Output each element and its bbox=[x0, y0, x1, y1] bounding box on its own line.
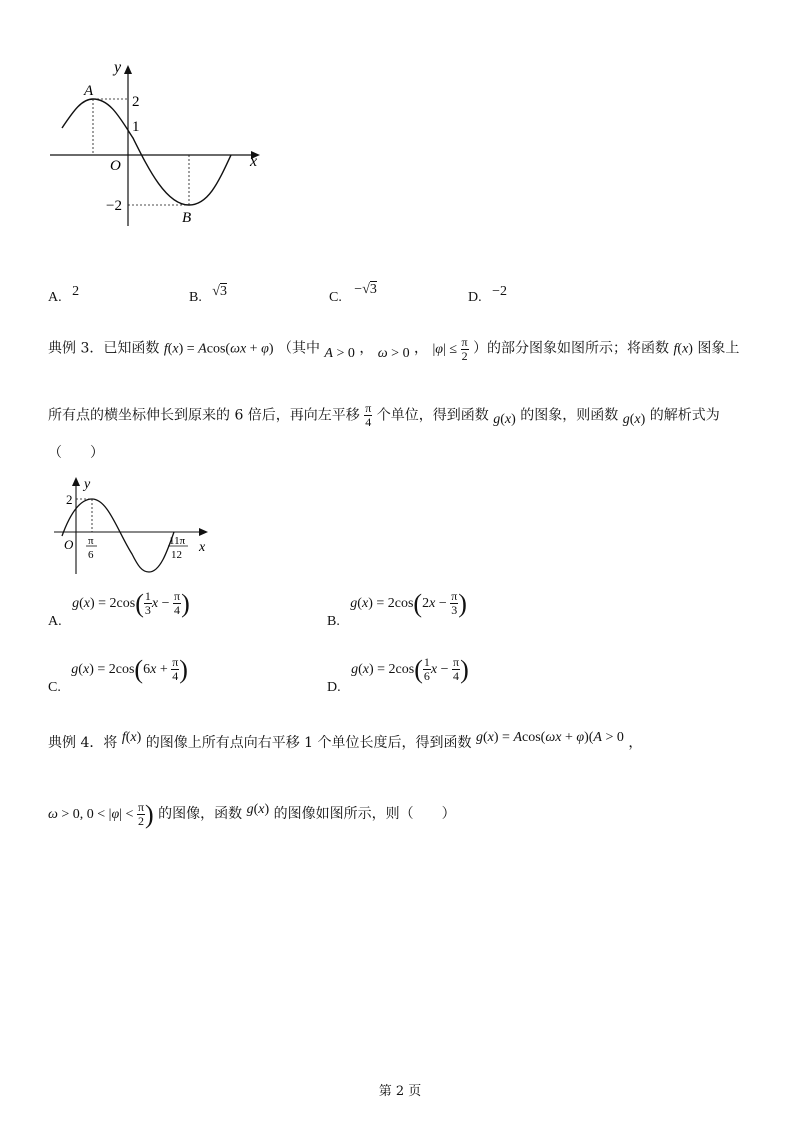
y-axis-label: y bbox=[114, 59, 122, 76]
q2-option-b: B. √3 bbox=[189, 284, 227, 305]
y-axis-label: y bbox=[84, 477, 91, 492]
point-b-label: B bbox=[182, 210, 192, 226]
q2-option-b-value: 3 bbox=[219, 284, 227, 299]
q2-option-d: D. −2 bbox=[468, 284, 507, 305]
cosine-curve bbox=[62, 499, 174, 572]
q2-option-c: C. −√3 bbox=[329, 282, 377, 305]
formula-f-def: f(x) = Acos(ωx + φ) bbox=[163, 341, 274, 357]
origin-label: O bbox=[64, 537, 74, 552]
y-axis-arrow bbox=[124, 65, 132, 74]
example-3-option-b: B. g(x) = 2cos(2x − $\frac{\pi}{3}$ ) bbox=[327, 588, 467, 629]
example-3-option-c: C. g(x) = 2cos(6x + $\frac{\pi}{4}$ ) bbox=[48, 654, 188, 695]
condition-omega-phi: ω > 0, 0 < |φ| < $\frac{\pi}{2}$ ) bbox=[48, 799, 154, 829]
q2-option-c-value: 3 bbox=[369, 282, 377, 297]
tick-11pi12-den: 12 bbox=[171, 549, 182, 561]
condition-omega: ω > 0 bbox=[377, 345, 410, 361]
example-3-option-a: A. g(x) = 2cos( $\frac{1}{3}$ x − $\frac{\pi}{4}$ ) bbox=[48, 588, 190, 629]
page-number: 第 2 页 bbox=[378, 1084, 422, 1099]
q2-option-a-value: 2 bbox=[72, 284, 80, 299]
q2-option-d-value: −2 bbox=[492, 284, 507, 299]
q2-option-a: A. 2 bbox=[48, 284, 80, 305]
origin-label: O bbox=[110, 158, 121, 174]
x-axis-label: x bbox=[250, 153, 258, 170]
example-4-line-1: 典例 4．将 f(x) 的图像上所有点向右平移 1 个单位长度后，得到函数 g(x) = Acos(ωx + φ)(A > 0 ， bbox=[48, 730, 643, 751]
x-axis-label: x bbox=[199, 540, 206, 555]
tick-neg2-label: −2 bbox=[106, 198, 122, 214]
example-3-blank: （ ） bbox=[48, 445, 104, 461]
example-3-line-1: 典例 3．已知函数 f(x) = Acos(ωx + φ) （其中 A > 0 ， ω > 0 ， |φ| ≤ $\frac{\pi}{2}$ ）的部分图象如图所示；将函数 f(x) 图象上 bbox=[48, 335, 740, 363]
tick-2-label: 2 bbox=[66, 492, 73, 507]
tick-pi6-num: π bbox=[88, 535, 94, 547]
tick-11pi12-num: 11π bbox=[169, 535, 186, 547]
condition-phi: |φ| ≤ $\frac{\pi}{2}$ bbox=[432, 335, 468, 363]
sine-curve bbox=[62, 99, 231, 205]
shift-pi-4: $\frac{\pi}{4}$ bbox=[365, 401, 372, 429]
figure-1-graph bbox=[48, 58, 278, 233]
tick-2-label: 2 bbox=[132, 94, 140, 110]
condition-a: A > 0 bbox=[324, 345, 355, 361]
formula-g-def: g(x) = Acos(ωx + φ)(A > 0 bbox=[475, 730, 624, 745]
example-3-line-2: 所有点的横坐标伸长到原来的 6 倍后，再向左平移 $\frac{\pi}{4}$ 个单位，得到函数 g(x) 的图象，则函数 g(x) 的解析式为 bbox=[48, 401, 720, 429]
tick-1-label: 1 bbox=[132, 119, 140, 135]
example-3-option-d: D. g(x) = 2cos( $\frac{1}{6}$ x − $\frac{\pi}{4}$ ) bbox=[327, 654, 469, 695]
example-4-line-2: ω > 0, 0 < |φ| < $\frac{\pi}{2}$ ) 的图像，函数 g(x) 的图像如图所示，则（ ） bbox=[48, 799, 456, 829]
tick-pi6-den: 6 bbox=[88, 549, 94, 561]
figure-2-graph bbox=[52, 474, 222, 578]
point-a-label: A bbox=[84, 83, 94, 99]
